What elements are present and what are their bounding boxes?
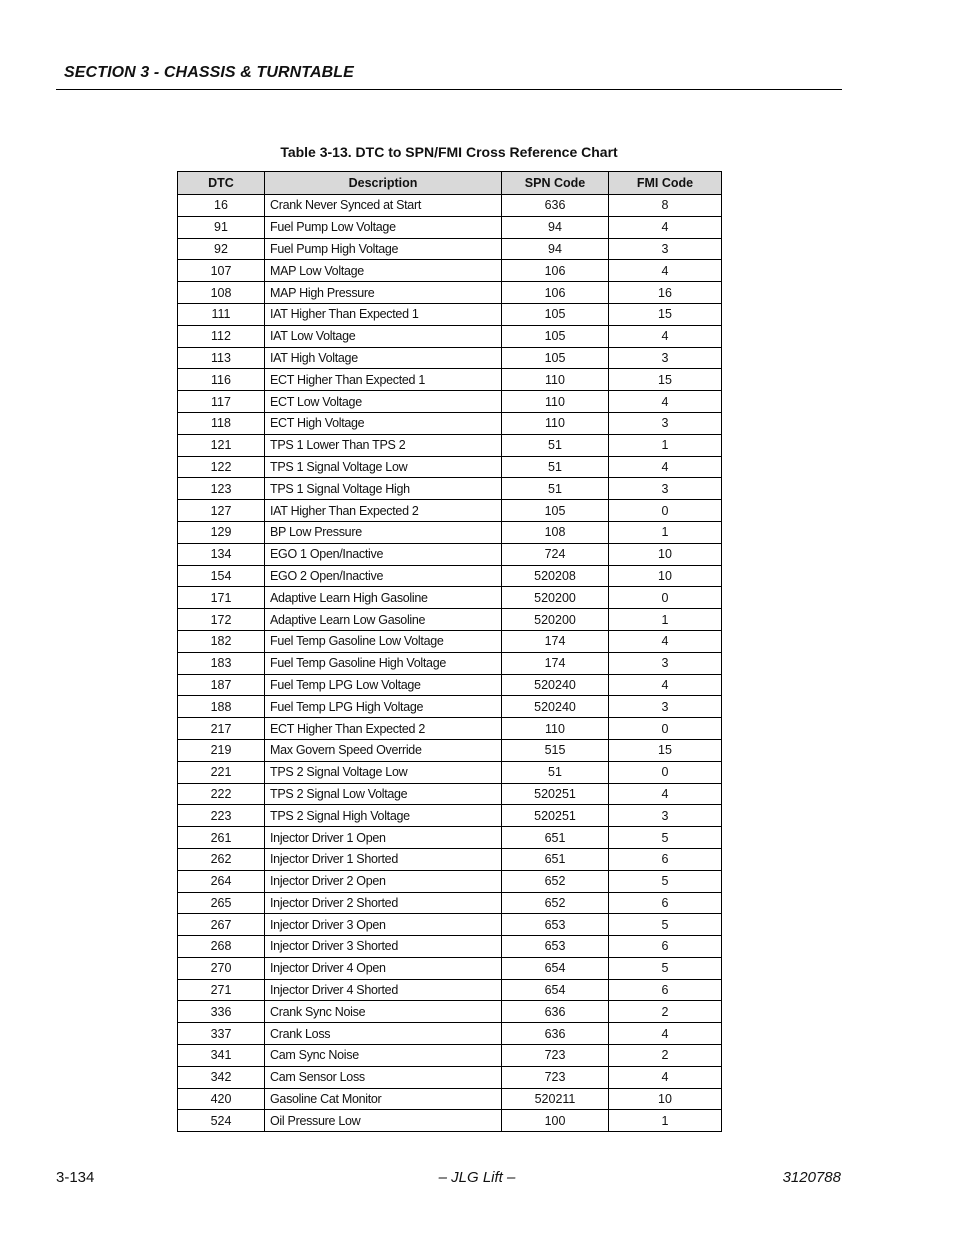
dtc-cell: 188 (178, 696, 265, 718)
table-row (178, 761, 722, 783)
description-cell: EGO 1 Open/Inactive (265, 543, 502, 565)
fmi-code-cell: 1 (609, 1110, 722, 1132)
description-cell: EGO 2 Open/Inactive (265, 565, 502, 587)
table-row (178, 892, 722, 914)
column-header-fmi-code: FMI Code (609, 172, 722, 195)
dtc-cell: 108 (178, 282, 265, 304)
table-row (178, 456, 722, 478)
spn-code-cell: 100 (502, 1110, 609, 1132)
table-row (178, 914, 722, 936)
spn-code-cell: 515 (502, 739, 609, 761)
description-cell: Max Govern Speed Override (265, 739, 502, 761)
header-row (178, 172, 722, 195)
column-header-spn-code: SPN Code (502, 172, 609, 195)
spn-code-cell: 723 (502, 1066, 609, 1088)
dtc-cell: 92 (178, 238, 265, 260)
dtc-cell: 112 (178, 325, 265, 347)
table-row (178, 521, 722, 543)
spn-code-cell: 652 (502, 870, 609, 892)
fmi-code-cell: 5 (609, 870, 722, 892)
fmi-code-cell: 0 (609, 500, 722, 522)
dtc-cell: 265 (178, 892, 265, 914)
description-cell: IAT Low Voltage (265, 325, 502, 347)
spn-code-cell: 105 (502, 325, 609, 347)
fmi-code-cell: 5 (609, 827, 722, 849)
description-cell: ECT Higher Than Expected 2 (265, 718, 502, 740)
fmi-code-cell: 3 (609, 412, 722, 434)
spn-code-cell: 520200 (502, 609, 609, 631)
dtc-cell: 16 (178, 195, 265, 217)
fmi-code-cell: 6 (609, 979, 722, 1001)
document-number: 3120788 (782, 1169, 841, 1186)
fmi-code-cell: 3 (609, 478, 722, 500)
dtc-cell: 127 (178, 500, 265, 522)
spn-code-cell: 520251 (502, 783, 609, 805)
description-cell: Cam Sync Noise (265, 1045, 502, 1067)
table-row (178, 325, 722, 347)
fmi-code-cell: 4 (609, 1066, 722, 1088)
fmi-code-cell: 4 (609, 216, 722, 238)
description-cell: IAT High Voltage (265, 347, 502, 369)
table-row (178, 412, 722, 434)
fmi-code-cell: 6 (609, 892, 722, 914)
spn-code-cell: 110 (502, 718, 609, 740)
dtc-cell: 222 (178, 783, 265, 805)
description-cell: Fuel Temp LPG High Voltage (265, 696, 502, 718)
dtc-cell: 107 (178, 260, 265, 282)
description-cell: ECT High Voltage (265, 412, 502, 434)
table-row (178, 434, 722, 456)
description-cell: Injector Driver 3 Open (265, 914, 502, 936)
spn-code-cell: 652 (502, 892, 609, 914)
table-row (178, 783, 722, 805)
fmi-code-cell: 10 (609, 543, 722, 565)
fmi-code-cell: 15 (609, 303, 722, 325)
table-row (178, 979, 722, 1001)
table-row (178, 238, 722, 260)
dtc-cell: 187 (178, 674, 265, 696)
table-row (178, 1088, 722, 1110)
description-cell: TPS 1 Lower Than TPS 2 (265, 434, 502, 456)
fmi-code-cell: 2 (609, 1001, 722, 1023)
spn-code-cell: 110 (502, 412, 609, 434)
spn-code-cell: 94 (502, 238, 609, 260)
description-cell: Fuel Pump Low Voltage (265, 216, 502, 238)
dtc-cell: 111 (178, 303, 265, 325)
table-row (178, 369, 722, 391)
spn-code-cell: 653 (502, 936, 609, 958)
dtc-cell: 223 (178, 805, 265, 827)
spn-code-cell: 105 (502, 347, 609, 369)
dtc-cell: 342 (178, 1066, 265, 1088)
fmi-code-cell: 5 (609, 914, 722, 936)
table-row (178, 696, 722, 718)
fmi-code-cell: 4 (609, 630, 722, 652)
fmi-code-cell: 6 (609, 848, 722, 870)
spn-code-cell: 520240 (502, 674, 609, 696)
spn-code-cell: 105 (502, 303, 609, 325)
fmi-code-cell: 10 (609, 565, 722, 587)
spn-code-cell: 106 (502, 260, 609, 282)
spn-code-cell: 520208 (502, 565, 609, 587)
section-title: SECTION 3 - CHASSIS & TURNTABLE (64, 64, 354, 81)
spn-code-cell: 110 (502, 369, 609, 391)
table-row (178, 543, 722, 565)
column-header-description: Description (265, 172, 502, 195)
table-row (178, 282, 722, 304)
dtc-cell: 270 (178, 957, 265, 979)
table-row (178, 565, 722, 587)
dtc-cross-reference-table (177, 171, 722, 1132)
fmi-code-cell: 4 (609, 1023, 722, 1045)
fmi-code-cell: 3 (609, 805, 722, 827)
dtc-cell: 113 (178, 347, 265, 369)
spn-code-cell: 94 (502, 216, 609, 238)
description-cell: Adaptive Learn High Gasoline (265, 587, 502, 609)
table-row (178, 1045, 722, 1067)
fmi-code-cell: 4 (609, 260, 722, 282)
fmi-code-cell: 3 (609, 652, 722, 674)
dtc-cell: 129 (178, 521, 265, 543)
spn-code-cell: 174 (502, 630, 609, 652)
description-cell: Fuel Temp Gasoline High Voltage (265, 652, 502, 674)
table-body (178, 195, 722, 1132)
description-cell: Injector Driver 2 Open (265, 870, 502, 892)
description-cell: Injector Driver 2 Shorted (265, 892, 502, 914)
dtc-cell: 116 (178, 369, 265, 391)
description-cell: Injector Driver 3 Shorted (265, 936, 502, 958)
spn-code-cell: 520240 (502, 696, 609, 718)
description-cell: Crank Loss (265, 1023, 502, 1045)
fmi-code-cell: 1 (609, 609, 722, 631)
dtc-cell: 267 (178, 914, 265, 936)
table-row (178, 718, 722, 740)
spn-code-cell: 636 (502, 1023, 609, 1045)
spn-code-cell: 651 (502, 827, 609, 849)
table-row (178, 587, 722, 609)
dtc-cell: 121 (178, 434, 265, 456)
table-row (178, 936, 722, 958)
description-cell: Injector Driver 4 Open (265, 957, 502, 979)
description-cell: Fuel Pump High Voltage (265, 238, 502, 260)
table-row (178, 303, 722, 325)
fmi-code-cell: 6 (609, 936, 722, 958)
page-number: 3-134 (56, 1169, 95, 1186)
fmi-code-cell: 0 (609, 761, 722, 783)
spn-code-cell: 651 (502, 848, 609, 870)
dtc-cell: 154 (178, 565, 265, 587)
publisher-footer: – JLG Lift – (438, 1169, 516, 1186)
description-cell: Fuel Temp Gasoline Low Voltage (265, 630, 502, 652)
fmi-code-cell: 5 (609, 957, 722, 979)
dtc-cell: 171 (178, 587, 265, 609)
description-cell: TPS 1 Signal Voltage High (265, 478, 502, 500)
table-row (178, 500, 722, 522)
spn-code-cell: 636 (502, 1001, 609, 1023)
dtc-cell: 182 (178, 630, 265, 652)
table-row (178, 805, 722, 827)
spn-code-cell: 723 (502, 1045, 609, 1067)
dtc-cell: 268 (178, 936, 265, 958)
description-cell: Gasoline Cat Monitor (265, 1088, 502, 1110)
fmi-code-cell: 10 (609, 1088, 722, 1110)
dtc-cell: 420 (178, 1088, 265, 1110)
table-row (178, 848, 722, 870)
description-cell: Oil Pressure Low (265, 1110, 502, 1132)
fmi-code-cell: 0 (609, 718, 722, 740)
table-row (178, 630, 722, 652)
table-row (178, 1110, 722, 1132)
spn-code-cell: 51 (502, 761, 609, 783)
spn-code-cell: 520251 (502, 805, 609, 827)
dtc-cell: 134 (178, 543, 265, 565)
fmi-code-cell: 4 (609, 456, 722, 478)
spn-code-cell: 520211 (502, 1088, 609, 1110)
spn-code-cell: 520200 (502, 587, 609, 609)
description-cell: ECT Higher Than Expected 1 (265, 369, 502, 391)
description-cell: IAT Higher Than Expected 2 (265, 500, 502, 522)
description-cell: TPS 2 Signal Low Voltage (265, 783, 502, 805)
table-row (178, 1001, 722, 1023)
spn-code-cell: 106 (502, 282, 609, 304)
table-row (178, 827, 722, 849)
fmi-code-cell: 4 (609, 783, 722, 805)
spn-code-cell: 108 (502, 521, 609, 543)
fmi-code-cell: 8 (609, 195, 722, 217)
description-cell: Crank Sync Noise (265, 1001, 502, 1023)
table-row (178, 391, 722, 413)
dtc-cell: 337 (178, 1023, 265, 1045)
fmi-code-cell: 3 (609, 238, 722, 260)
fmi-code-cell: 4 (609, 325, 722, 347)
dtc-cell: 217 (178, 718, 265, 740)
dtc-cell: 122 (178, 456, 265, 478)
fmi-code-cell: 3 (609, 347, 722, 369)
dtc-cell: 271 (178, 979, 265, 1001)
fmi-code-cell: 2 (609, 1045, 722, 1067)
description-cell: MAP High Pressure (265, 282, 502, 304)
fmi-code-cell: 3 (609, 696, 722, 718)
spn-code-cell: 110 (502, 391, 609, 413)
dtc-cell: 91 (178, 216, 265, 238)
description-cell: Injector Driver 1 Shorted (265, 848, 502, 870)
table-row (178, 609, 722, 631)
table-row (178, 870, 722, 892)
table-header (178, 172, 722, 195)
spn-code-cell: 653 (502, 914, 609, 936)
dtc-cell: 261 (178, 827, 265, 849)
fmi-code-cell: 1 (609, 521, 722, 543)
column-header-dtc: DTC (178, 172, 265, 195)
description-cell: Fuel Temp LPG Low Voltage (265, 674, 502, 696)
fmi-code-cell: 1 (609, 434, 722, 456)
header-divider (56, 89, 842, 90)
description-cell: Injector Driver 4 Shorted (265, 979, 502, 1001)
fmi-code-cell: 15 (609, 739, 722, 761)
table-row (178, 1023, 722, 1045)
spn-code-cell: 174 (502, 652, 609, 674)
table-row (178, 216, 722, 238)
dtc-cell: 118 (178, 412, 265, 434)
description-cell: MAP Low Voltage (265, 260, 502, 282)
table-row (178, 739, 722, 761)
dtc-cell: 117 (178, 391, 265, 413)
description-cell: BP Low Pressure (265, 521, 502, 543)
dtc-cell: 183 (178, 652, 265, 674)
spn-code-cell: 636 (502, 195, 609, 217)
dtc-cell: 336 (178, 1001, 265, 1023)
description-cell: Cam Sensor Loss (265, 1066, 502, 1088)
table-row (178, 652, 722, 674)
description-cell: ECT Low Voltage (265, 391, 502, 413)
dtc-cell: 123 (178, 478, 265, 500)
dtc-cell: 172 (178, 609, 265, 631)
dtc-cell: 221 (178, 761, 265, 783)
spn-code-cell: 105 (502, 500, 609, 522)
spn-code-cell: 51 (502, 478, 609, 500)
description-cell: TPS 2 Signal Voltage Low (265, 761, 502, 783)
description-cell: Adaptive Learn Low Gasoline (265, 609, 502, 631)
dtc-cell: 341 (178, 1045, 265, 1067)
dtc-cell: 524 (178, 1110, 265, 1132)
table-row (178, 260, 722, 282)
spn-code-cell: 654 (502, 957, 609, 979)
spn-code-cell: 51 (502, 434, 609, 456)
fmi-code-cell: 16 (609, 282, 722, 304)
table-row (178, 478, 722, 500)
spn-code-cell: 724 (502, 543, 609, 565)
dtc-cell: 219 (178, 739, 265, 761)
description-cell: Crank Never Synced at Start (265, 195, 502, 217)
fmi-code-cell: 4 (609, 674, 722, 696)
table-caption: Table 3-13. DTC to SPN/FMI Cross Reference Chart (280, 144, 618, 160)
fmi-code-cell: 15 (609, 369, 722, 391)
description-cell: TPS 1 Signal Voltage Low (265, 456, 502, 478)
dtc-cell: 262 (178, 848, 265, 870)
description-cell: TPS 2 Signal High Voltage (265, 805, 502, 827)
fmi-code-cell: 0 (609, 587, 722, 609)
description-cell: IAT Higher Than Expected 1 (265, 303, 502, 325)
table-row (178, 1066, 722, 1088)
fmi-code-cell: 4 (609, 391, 722, 413)
dtc-cell: 264 (178, 870, 265, 892)
table-row (178, 674, 722, 696)
table-row (178, 347, 722, 369)
spn-code-cell: 51 (502, 456, 609, 478)
table-row (178, 957, 722, 979)
spn-code-cell: 654 (502, 979, 609, 1001)
table-row (178, 195, 722, 217)
description-cell: Injector Driver 1 Open (265, 827, 502, 849)
